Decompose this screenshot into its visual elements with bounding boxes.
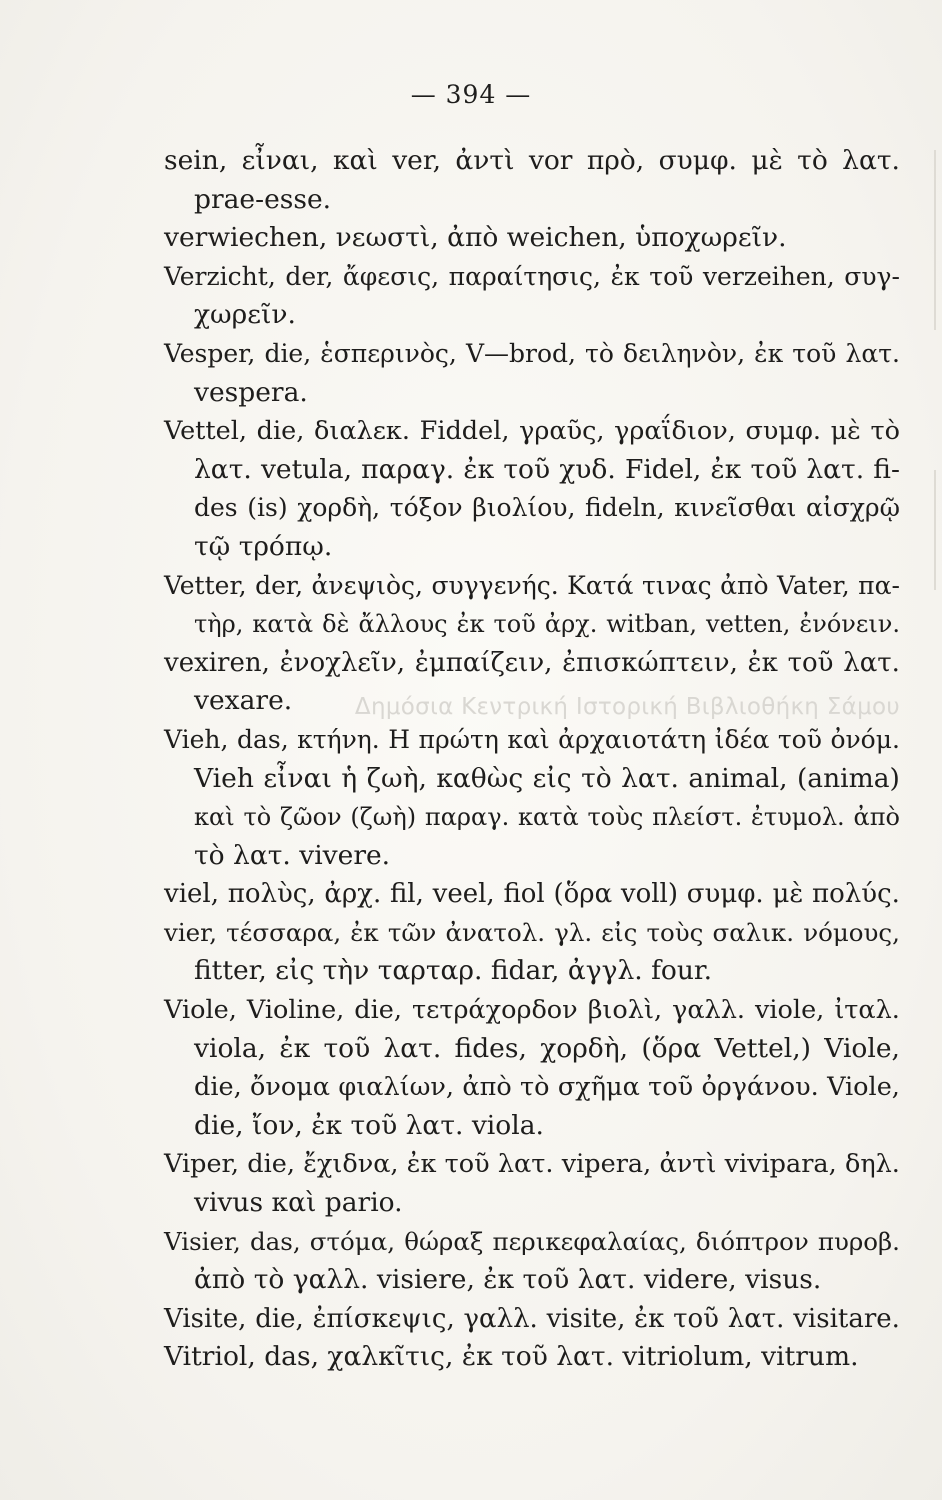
text-line: des (is) χορδὴ, τόξον βιολίου, fideln, κινεῖσθαι αἰσχρῷ xyxy=(194,493,900,523)
text-line: Vieh, das, κτήνη. Η πρώτη καὶ ἀρχαιοτάτη ἰδέα τοῦ ὀνόμ. xyxy=(164,724,900,754)
text-line: viola, ἐκ τοῦ λατ. fides, χορδὴ, (ὅρα Vettel,) Viole, xyxy=(194,1032,900,1064)
text-line: die, ἴον, ἐκ τοῦ λατ. viola. xyxy=(194,1109,544,1141)
text-line: Verzicht, der, ἄφεσις, παραίτησις, ἐκ τοῦ verzeihen, συγ- xyxy=(164,261,900,291)
text-line: Viole, Violine, die, τετράχορδον βιολὶ, γαλλ. viole, ἰταλ. xyxy=(164,995,900,1026)
text-line: vivus καὶ pario. xyxy=(194,1187,403,1219)
text-line: vespera. xyxy=(194,376,308,408)
text-line: Vesper, die, ἑσπερινὸς, V—brod, τὸ δειληνὸν, ἐκ τοῦ λατ. xyxy=(164,338,900,368)
text-line: sein, εἶναι, καὶ ver, ἀντὶ vor πρὸ, συμφ. μὲ τὸ λατ. xyxy=(164,145,900,176)
text-line: ἀπὸ τὸ γαλλ. visiere, ἐκ τοῦ λατ. videre, visus. xyxy=(194,1264,822,1296)
text-line: viel, πολὺς, ἀρχ. fil, veel, fiol (ὅρα voll) συμφ. μὲ πολύς. xyxy=(164,879,900,910)
page-edge-shadow xyxy=(934,150,936,330)
text-line: χωρεῖν. xyxy=(194,299,296,331)
text-line: λατ. vetula, παραγ. ἐκ τοῦ χυδ. Fidel, ἐκ τοῦ λατ. fi- xyxy=(194,453,900,485)
text-line: τῷ τρόπῳ. xyxy=(194,530,333,562)
dictionary-text xyxy=(164,142,900,1377)
text-line: Vettel, die, διαλεκ. Fiddel, γραῦς, γραΐδιον, συμφ. μὲ τὸ xyxy=(164,416,900,447)
page-number: — 394 — xyxy=(410,80,532,109)
text-line: vexare. xyxy=(194,685,293,717)
library-watermark: Δημόσια Κεντρική Ιστορική Βιβλιοθήκη Σάμου xyxy=(354,694,900,720)
text-line: Visier, das, στόμα, θώραξ περικεφαλαίας, διόπτρον πυροβ. xyxy=(164,1226,900,1256)
text-line: die, ὄνομα φιαλίων, ἀπὸ τὸ σχῆμα τοῦ ὀργάνου. Viole, xyxy=(194,1072,900,1103)
text-line: vier, τέσσαρα, ἐκ τῶν ἀνατολ. γλ. εἰς τοὺς σαλικ. νόμους, xyxy=(164,917,900,947)
text-line: Vitriol, das, χαλκῖτις, ἐκ τοῦ λατ. vitriolum, vitrum. xyxy=(164,1341,859,1373)
text-line: verwiechen, νεωστὶ, ἀπὸ weichen, ὑποχωρεῖν. xyxy=(164,222,787,254)
page-edge-shadow xyxy=(934,470,936,590)
text-line: vexiren, ἐνοχλεῖν, ἐμπαίζειν, ἐπισκώπτειν, ἐκ τοῦ λατ. xyxy=(164,647,900,678)
text-line: fitter, εἰς τὴν ταρταρ. fidar, ἀγγλ. four. xyxy=(194,955,713,987)
text-line: prae-esse. xyxy=(194,183,332,215)
text-line: τὸ λατ. vivere. xyxy=(194,839,391,871)
text-line: τὴρ, κατὰ δὲ ἄλλους ἐκ τοῦ ἀρχ. witban, vetten, ἐνόνειν. xyxy=(194,610,900,639)
text-line: Vetter, der, ἀνεψιὸς, συγγενής. Κατά τινας ἀπὸ Vater, πα- xyxy=(164,570,900,600)
text-line: Visite, die, ἐπίσκεψις, γαλλ. visite, ἐκ τοῦ λατ. visitare. xyxy=(164,1303,900,1334)
text-line: καὶ τὸ ζῶον (ζωὴ) παραγ. κατὰ τοὺς πλείστ. ἐτυμολ. ἀπὸ xyxy=(194,803,900,832)
text-line: Viper, die, ἔχιδνα, ἐκ τοῦ λατ. vipera, ἀντὶ vivipara, δηλ. xyxy=(164,1149,900,1180)
text-line: Vieh εἶναι ἡ ζωὴ, καθὼς εἰς τὸ λατ. animal, (anima) xyxy=(194,762,900,794)
